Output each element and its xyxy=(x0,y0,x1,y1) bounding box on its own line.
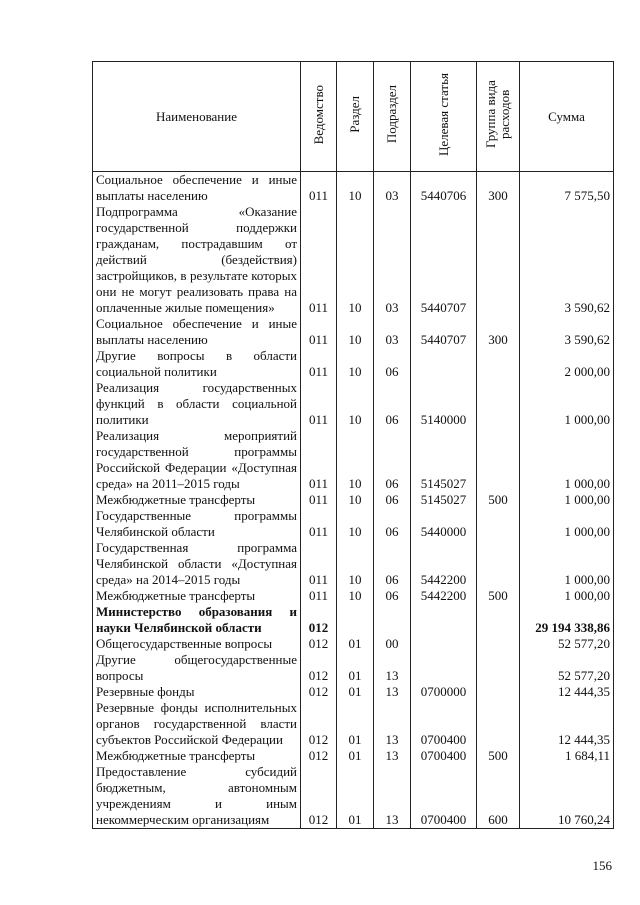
cell-target: 5440706 xyxy=(411,172,477,205)
table-row xyxy=(93,748,614,764)
cell-sum: 52 577,20 xyxy=(520,636,614,652)
cell-name: Государственная программа Челябинской области «Доступная среда» на 2014–2015 годы xyxy=(93,540,301,588)
table-row xyxy=(93,508,614,540)
cell-type: 500 xyxy=(477,588,520,604)
cell-sub: 13 xyxy=(374,684,411,700)
table-row xyxy=(93,380,614,428)
cell-type xyxy=(477,636,520,652)
cell-sum: 7 575,50 xyxy=(520,172,614,205)
budget-table xyxy=(92,61,614,829)
table-row xyxy=(93,348,614,380)
cell-target: 0700000 xyxy=(411,684,477,700)
cell-sec xyxy=(337,604,374,636)
cell-sub: 06 xyxy=(374,348,411,380)
table-header-row xyxy=(93,62,614,172)
cell-type xyxy=(477,700,520,748)
cell-type xyxy=(477,508,520,540)
cell-sec: 10 xyxy=(337,540,374,588)
cell-sec: 10 xyxy=(337,428,374,492)
header-target: Целевая статья xyxy=(411,62,477,172)
cell-sec: 10 xyxy=(337,380,374,428)
cell-sub: 13 xyxy=(374,700,411,748)
cell-sum: 29 194 338,86 xyxy=(520,604,614,636)
cell-sec: 01 xyxy=(337,700,374,748)
table-row xyxy=(93,636,614,652)
cell-sum: 1 000,00 xyxy=(520,428,614,492)
cell-target: 5145027 xyxy=(411,428,477,492)
cell-type xyxy=(477,204,520,316)
cell-dept: 011 xyxy=(301,172,337,205)
cell-sum: 3 590,62 xyxy=(520,204,614,316)
cell-sec: 10 xyxy=(337,508,374,540)
cell-sub: 13 xyxy=(374,748,411,764)
cell-target: 0700400 xyxy=(411,748,477,764)
cell-dept: 012 xyxy=(301,764,337,829)
cell-dept: 012 xyxy=(301,636,337,652)
cell-name: Реализация мероприятий государственной программы Российской Федерации «Доступная среда» на 2011–2015 годы xyxy=(93,428,301,492)
cell-dept: 011 xyxy=(301,428,337,492)
table-body xyxy=(93,172,614,829)
cell-target: 5442200 xyxy=(411,540,477,588)
cell-name: Другие общегосударственные вопросы xyxy=(93,652,301,684)
cell-sub: 06 xyxy=(374,380,411,428)
cell-dept: 012 xyxy=(301,700,337,748)
header-name: Наименование xyxy=(93,62,301,172)
cell-sub: 00 xyxy=(374,636,411,652)
header-subsection: Подраздел xyxy=(374,62,411,172)
cell-sum: 10 760,24 xyxy=(520,764,614,829)
cell-sec: 10 xyxy=(337,204,374,316)
cell-target: 0700400 xyxy=(411,764,477,829)
cell-name: Социальное обеспечение и иные выплаты населению xyxy=(93,172,301,205)
cell-type xyxy=(477,684,520,700)
table-row xyxy=(93,588,614,604)
cell-sub: 13 xyxy=(374,764,411,829)
cell-sub: 03 xyxy=(374,172,411,205)
cell-target xyxy=(411,348,477,380)
cell-sec: 10 xyxy=(337,316,374,348)
cell-name: Резервные фонды xyxy=(93,684,301,700)
cell-sub: 06 xyxy=(374,428,411,492)
cell-type xyxy=(477,348,520,380)
table-row xyxy=(93,684,614,700)
cell-sec: 01 xyxy=(337,764,374,829)
cell-sub: 06 xyxy=(374,540,411,588)
cell-type xyxy=(477,652,520,684)
cell-sum: 1 000,00 xyxy=(520,508,614,540)
cell-dept: 011 xyxy=(301,492,337,508)
cell-sec: 01 xyxy=(337,652,374,684)
cell-target xyxy=(411,636,477,652)
header-dept: Ведомство xyxy=(301,62,337,172)
cell-name: Другие вопросы в области социальной политики xyxy=(93,348,301,380)
cell-dept: 012 xyxy=(301,748,337,764)
cell-sum: 1 000,00 xyxy=(520,380,614,428)
cell-sub xyxy=(374,604,411,636)
cell-dept: 011 xyxy=(301,588,337,604)
table-row xyxy=(93,652,614,684)
table-row xyxy=(93,540,614,588)
cell-sum: 1 684,11 xyxy=(520,748,614,764)
cell-sec: 10 xyxy=(337,588,374,604)
table-row xyxy=(93,604,614,636)
cell-sub: 03 xyxy=(374,204,411,316)
cell-sum: 2 000,00 xyxy=(520,348,614,380)
cell-target xyxy=(411,652,477,684)
cell-sum: 12 444,35 xyxy=(520,684,614,700)
cell-dept: 011 xyxy=(301,380,337,428)
cell-type xyxy=(477,428,520,492)
cell-sum: 1 000,00 xyxy=(520,588,614,604)
cell-type xyxy=(477,380,520,428)
cell-sub: 06 xyxy=(374,588,411,604)
cell-target: 5145027 xyxy=(411,492,477,508)
cell-sec: 01 xyxy=(337,684,374,700)
cell-name: Резервные фонды исполнительных органов государственной власти субъектов Российской Федерации xyxy=(93,700,301,748)
cell-dept: 012 xyxy=(301,604,337,636)
table-row xyxy=(93,428,614,492)
cell-sec: 10 xyxy=(337,172,374,205)
cell-dept: 011 xyxy=(301,204,337,316)
cell-sub: 06 xyxy=(374,508,411,540)
cell-name: Межбюджетные трансферты xyxy=(93,492,301,508)
cell-sub: 13 xyxy=(374,652,411,684)
table-row xyxy=(93,316,614,348)
cell-sub: 06 xyxy=(374,492,411,508)
cell-dept: 011 xyxy=(301,508,337,540)
cell-sum: 12 444,35 xyxy=(520,700,614,748)
cell-dept: 011 xyxy=(301,316,337,348)
cell-dept: 012 xyxy=(301,652,337,684)
cell-name: Межбюджетные трансферты xyxy=(93,748,301,764)
cell-sum: 52 577,20 xyxy=(520,652,614,684)
table-row xyxy=(93,172,614,205)
cell-name: Общегосударственные вопросы xyxy=(93,636,301,652)
table-row xyxy=(93,204,614,316)
header-section: Раздел xyxy=(337,62,374,172)
cell-name: Реализация государственных функций в области социальной политики xyxy=(93,380,301,428)
cell-dept: 011 xyxy=(301,348,337,380)
page-number: 156 xyxy=(592,858,612,873)
cell-target: 0700400 xyxy=(411,700,477,748)
header-exptype: Группа вида расходов xyxy=(477,62,520,172)
cell-sum: 1 000,00 xyxy=(520,492,614,508)
cell-target: 5440000 xyxy=(411,508,477,540)
cell-sec: 01 xyxy=(337,748,374,764)
cell-type: 300 xyxy=(477,316,520,348)
table-row xyxy=(93,700,614,748)
table-row xyxy=(93,764,614,829)
cell-target: 5140000 xyxy=(411,380,477,428)
cell-name: Межбюджетные трансферты xyxy=(93,588,301,604)
cell-sec: 10 xyxy=(337,348,374,380)
cell-type: 500 xyxy=(477,492,520,508)
cell-sub: 03 xyxy=(374,316,411,348)
cell-sec: 01 xyxy=(337,636,374,652)
header-sum: Сумма xyxy=(520,62,614,172)
cell-name: Предоставление субсидий бюджетным, автономным учреждениям и иным некоммерческим организациям xyxy=(93,764,301,829)
cell-name: Социальное обеспечение и иные выплаты населению xyxy=(93,316,301,348)
table-row xyxy=(93,492,614,508)
cell-target: 5442200 xyxy=(411,588,477,604)
cell-name: Государственные программы Челябинской области xyxy=(93,508,301,540)
cell-sec: 10 xyxy=(337,492,374,508)
cell-dept: 011 xyxy=(301,540,337,588)
cell-type: 300 xyxy=(477,172,520,205)
cell-dept: 012 xyxy=(301,684,337,700)
cell-target: 5440707 xyxy=(411,204,477,316)
cell-type xyxy=(477,540,520,588)
cell-name: Подпрограмма «Оказание государственной поддержки гражданам, пострадавшим от действий (бездействия) застройщиков, в результате которых они не могут реализовать права на оплаченные жилые помещения» xyxy=(93,204,301,316)
cell-name: Министерство образования и науки Челябинской области xyxy=(93,604,301,636)
cell-sum: 1 000,00 xyxy=(520,540,614,588)
cell-target: 5440707 xyxy=(411,316,477,348)
cell-type: 600 xyxy=(477,764,520,829)
cell-type: 500 xyxy=(477,748,520,764)
cell-target xyxy=(411,604,477,636)
cell-type xyxy=(477,604,520,636)
cell-sum: 3 590,62 xyxy=(520,316,614,348)
